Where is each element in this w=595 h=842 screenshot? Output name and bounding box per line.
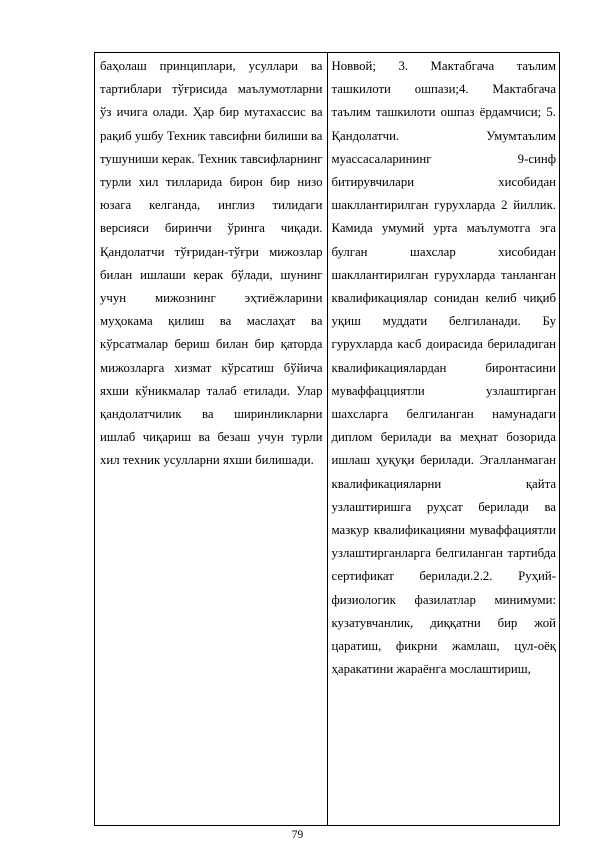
right-column-cell xyxy=(328,53,560,825)
right-column-paragraph: Новвой; 3. Мактабгача таълим ташкилоти ошпази;4. Мактабгача таълим ташкилоти ошпаз ёрдамчиси; 5. Қандолатчи. Умумтаълим муассасаларининг 9-синф битирувчилари хисобидан шакллантирилган гурухларда 2 йиллик. Камида умумий урта маълумотга эга булган шахслар хисобидан шакллантирилган гурухларда танланган квалификациялар сонидан келиб чиқиб уқиш муддати белгиланади. Бу гурухларда касб доирасида бериладиган квалификациялардан биронтасини муваффацциятли узлаштирган шахсларга белгиланган намунадаги диплом берилади ва меҳнат бозорида ишлаш ҳуқуқи берилади. Эгалланмаган квалификацияларни қайта узлаштиришга руҳсат берилади ва мазкур квалификацияни муваффациятли узлаштирганларга белгиланган тартибда сертификат берилади.2.2. Руҳий-физиологик фазилатлар минимуми: кузатувчанлик, диққатни бир жой царатиш, фикрни жамлаш, цул-оёқ ҳаракатини жараёнга мослаштириш, xyxy=(331,59,556,677)
left-column-cell xyxy=(95,53,328,825)
two-column-text-table xyxy=(94,52,560,826)
left-column-paragraph: баҳолаш принциплари, усуллари ва тартиблари тўғрисида маълумотларни ўз ичига олади. Ҳар бир мутахассис ва рақиб ушбу Техник тавсифни билиши ва тушуниши керак. Техник тавсифларнинг турли хил тилларида бирон бир низо юзага келганда, инглиз тилидаги версияси биринчи ўринга чиқади. Қандолатчи тўғридан-тўғри мижозлар билан ишлаши керак бўлади, шунинг учун мижознинг эҳтиёжларини муҳокама қилиш ва маслаҳат ва кўрсатмалар бериш билан бир қаторда мижозларга хизмат кўрсатиш бўйича яхши кўникмалар талаб етилади. Улар қандолатчилик ва ширинликларни ишлаб чиқариш ва безаш учун турли хил техник усулларни яхши билишади. xyxy=(100,59,323,468)
page-number: 79 xyxy=(291,829,304,841)
